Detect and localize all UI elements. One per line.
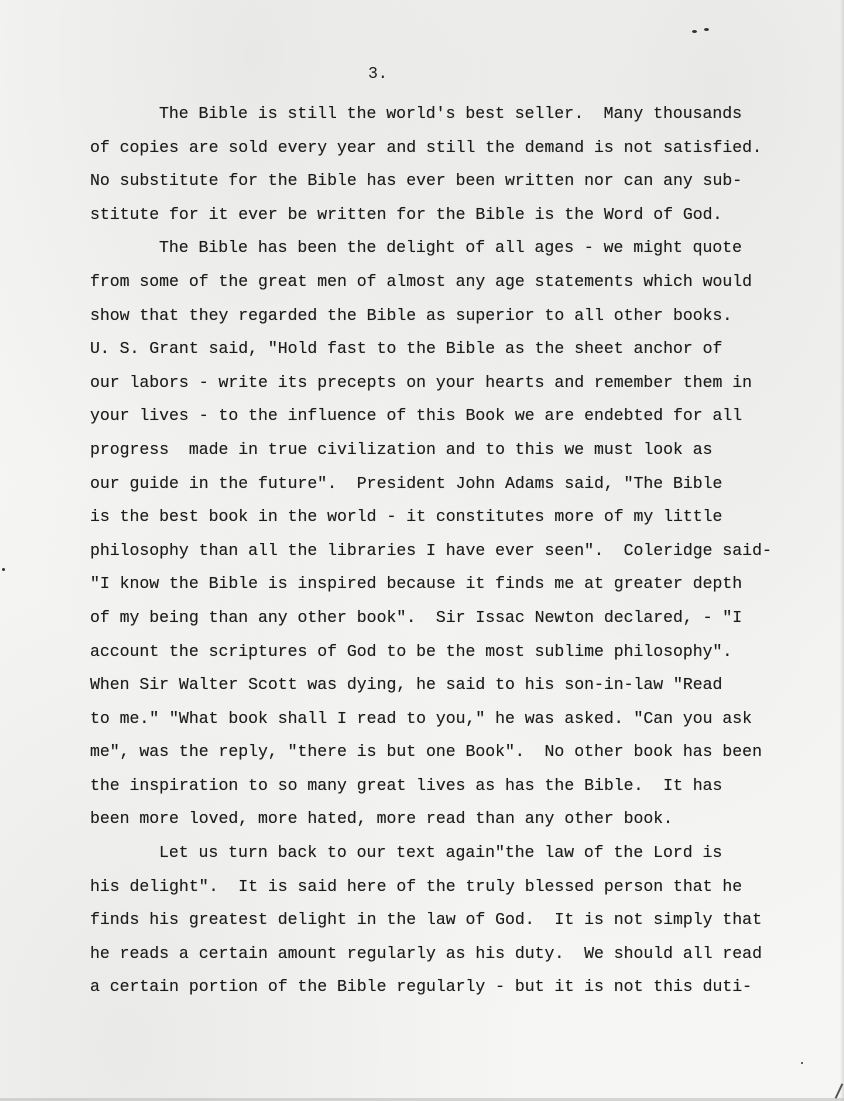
page-edge-right xyxy=(840,0,844,1101)
text-line: philosophy than all the libraries I have ever seen". Coleridge said- xyxy=(90,540,772,560)
text-line: his delight". It is said here of the truly blessed person that he xyxy=(90,876,743,896)
text-line: from some of the great men of almost any age statements which would xyxy=(90,271,753,291)
text-line: is the best book in the world - it constitutes more of my little xyxy=(90,507,723,527)
text-line: of copies are sold every year and still the demand is not satisfied. xyxy=(90,137,762,157)
text-line: No substitute for the Bible has ever been written nor can any sub- xyxy=(90,171,743,191)
text-line: your lives - to the influence of this Book we are endebted for all xyxy=(90,406,743,426)
text-line: When Sir Walter Scott was dying, he said to his son-in-law "Read xyxy=(90,675,723,695)
text-line: to me." "What book shall I read to you," he was asked. "Can you ask xyxy=(90,708,753,728)
text-line: the inspiration to so many great lives as has the Bible. It has xyxy=(90,775,723,795)
text-line: a certain portion of the Bible regularly - but it is not this duti- xyxy=(90,977,753,997)
text-line: he reads a certain amount regularly as his duty. We should all read xyxy=(90,943,762,963)
ink-speck xyxy=(801,1062,803,1064)
text-line: U. S. Grant said, "Hold fast to the Bible as the sheet anchor of xyxy=(90,339,723,359)
text-line: finds his greatest delight in the law of God. It is not simply that xyxy=(90,910,762,930)
text-line: our guide in the future". President John Adams said, "The Bible xyxy=(90,473,723,493)
text-line: stitute for it ever be written for the Bible is the Word of God. xyxy=(90,204,723,224)
ink-speck xyxy=(2,568,5,571)
text-line: progress made in true civilization and to this we must look as xyxy=(90,439,713,459)
text-line: of my being than any other book". Sir Issac Newton declared, - "I xyxy=(90,607,743,627)
text-line: been more loved, more hated, more read than any other book. xyxy=(90,809,674,829)
text-line: The Bible has been the delight of all ages - we might quote xyxy=(159,238,743,258)
text-line: account the scriptures of God to be the most sublime philosophy". xyxy=(90,641,733,661)
text-line: show that they regarded the Bible as superior to all other books. xyxy=(90,305,733,325)
body-text xyxy=(90,97,830,1004)
text-line: Let us turn back to our text again"the law of the Lord is xyxy=(159,843,723,863)
text-line: The Bible is still the world's best seller. Many thousands xyxy=(159,104,743,123)
text-line: me", was the reply, "there is but one Book". No other book has been xyxy=(90,742,762,762)
ink-speck xyxy=(692,30,697,33)
text-line: our labors - write its precepts on your hearts and remember them in xyxy=(90,372,753,392)
page-number: 3. xyxy=(368,64,388,83)
ink-speck xyxy=(704,28,709,31)
text-line: "I know the Bible is inspired because it finds me at greater depth xyxy=(90,574,743,594)
